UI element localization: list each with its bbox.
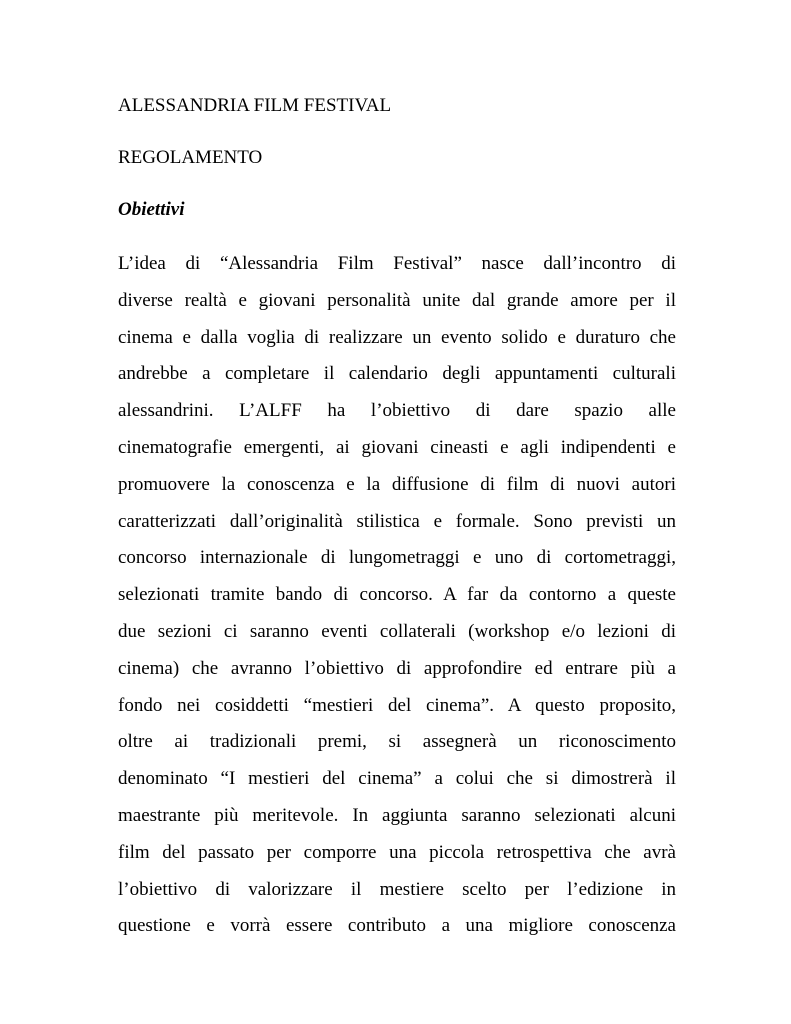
paragraph-line: fondo nei cosiddetti “mestieri del cinema”. A questo proposito, xyxy=(118,694,676,716)
paragraph-line: andrebbe a completare il calendario degli appuntamenti culturali xyxy=(118,363,676,385)
paragraph-line: cinema) che avranno l’obiettivo di approfondire ed entrare più a xyxy=(118,657,676,679)
paragraph-line: diverse realtà e giovani personalità unite dal grande amore per il xyxy=(118,289,676,311)
paragraph-line: oltre ai tradizionali premi, si assegnerà un riconoscimento xyxy=(118,731,676,753)
paragraph-line: film del passato per comporre una piccola retrospettiva che avrà xyxy=(118,841,676,863)
paragraph-line: concorso internazionale di lungometraggi e uno di cortometraggi, xyxy=(118,547,676,569)
paragraph-line: selezionati tramite bando di concorso. A far da contorno a queste xyxy=(118,584,676,606)
section-heading: Obiettivi xyxy=(118,199,185,220)
section-paragraph xyxy=(118,246,676,945)
paragraph-line: questione e vorrà essere contributo a una migliore conoscenza xyxy=(118,915,676,937)
document-title: ALESSANDRIA FILM FESTIVAL xyxy=(118,95,392,116)
paragraph-line: maestrante più meritevole. In aggiunta saranno selezionati alcuni xyxy=(118,804,676,826)
paragraph-line: due sezioni ci saranno eventi collaterali (workshop e/o lezioni di xyxy=(118,620,676,642)
paragraph-line: cinema e dalla voglia di realizzare un evento solido e duraturo che xyxy=(118,326,676,348)
paragraph-line: denominato “I mestieri del cinema” a colui che si dimostrerà il xyxy=(118,768,676,790)
paragraph-line: caratterizzati dall’originalità stilistica e formale. Sono previsti un xyxy=(118,510,676,532)
paragraph-line: l’obiettivo di valorizzare il mestiere scelto per l’edizione in xyxy=(118,878,676,900)
paragraph-line: alessandrini. L’ALFF ha l’obiettivo di dare spazio alle xyxy=(118,400,676,422)
paragraph-line: L’idea di “Alessandria Film Festival” nasce dall’incontro di xyxy=(118,253,676,274)
document-subtitle: REGOLAMENTO xyxy=(118,147,263,168)
paragraph-line: cinematografie emergenti, ai giovani cineasti e agli indipendenti e xyxy=(118,436,676,458)
paragraph-line: promuovere la conoscenza e la diffusione di film di nuovi autori xyxy=(118,473,676,495)
